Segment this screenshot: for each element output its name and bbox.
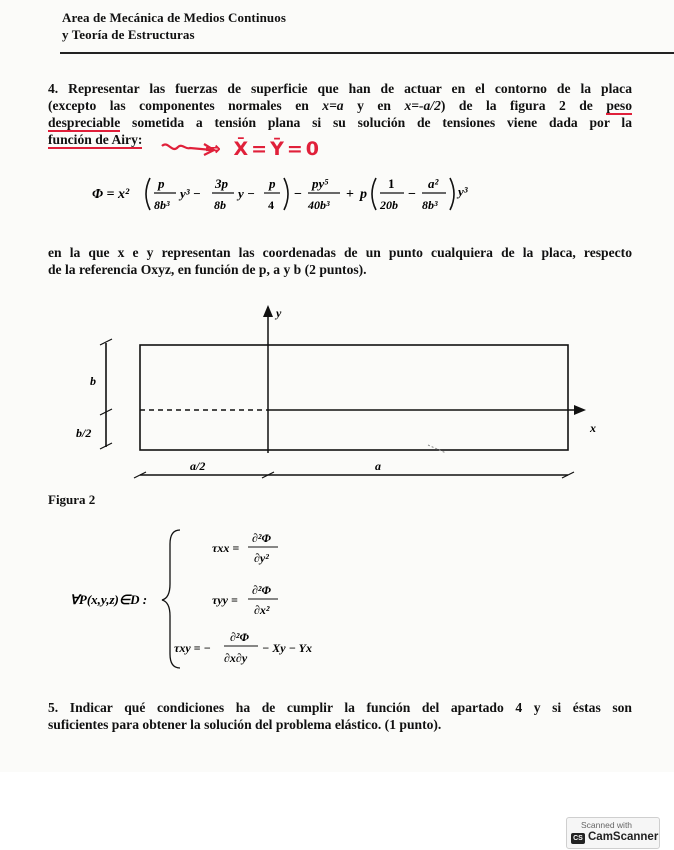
svg-text:p: p — [269, 176, 276, 191]
peso-underlined: peso — [606, 98, 633, 113]
y-axis-arrow-icon — [263, 305, 273, 317]
problem-4-description-line-1: en la que x e y representan las coordenadas de un punto cualquiera de la placa, respecto — [48, 245, 632, 260]
problem-5-line-1: 5. Indicar qué condiciones ha de cumplir la función del apartado 4 y si éstas son — [48, 700, 632, 715]
problem-4-line-2: (excepto las componentes normales en x=a y en x=-a/2) de la figura 2 de peso — [48, 98, 633, 113]
svg-text:−: − — [408, 187, 416, 202]
x-axis-label: x — [590, 421, 596, 435]
dimension-b-label: b — [90, 374, 96, 388]
domain-label: ∀P(x,y,z)∈D : — [70, 592, 148, 607]
svg-text:p: p — [158, 176, 165, 191]
y-axis-label: y — [276, 306, 282, 320]
svg-text:∂y²: ∂y² — [254, 551, 269, 565]
handwritten-annotation: ⇒ X̄=Ȳ=0 — [205, 138, 323, 160]
svg-text:a²: a² — [428, 176, 439, 191]
airy-function-equation — [92, 166, 562, 222]
svg-text:∂x²: ∂x² — [254, 603, 270, 617]
svg-text:8b: 8b — [214, 198, 226, 212]
svg-text:∂²Φ: ∂²Φ — [252, 531, 271, 545]
header-line-2: y Teoría de Estructuras — [62, 27, 195, 42]
figure-caption: Figura 2 — [48, 492, 96, 507]
svg-text:− Xy − Yx: − Xy − Yx — [262, 641, 312, 655]
svg-text:∂x∂y: ∂x∂y — [224, 651, 248, 665]
svg-text:p: p — [360, 187, 367, 202]
camscanner-logo-icon: CS — [571, 833, 585, 844]
svg-text:1: 1 — [388, 176, 395, 191]
figure-2-plate-diagram — [70, 295, 610, 495]
svg-text:4: 4 — [268, 198, 274, 212]
problem-4-description-line-2: de la referencia Oxyz, en función de p, a y b (2 puntos). — [48, 262, 367, 277]
scanned-with-text: Scanned with — [581, 820, 633, 830]
problem-4-line-3: despreciable sometida a tensión plana si su solución de tensiones viene dada por la — [48, 115, 632, 130]
svg-text:τxx =: τxx = — [212, 541, 240, 555]
svg-text:y³: y³ — [458, 184, 468, 199]
dimension-a-label: a — [375, 459, 381, 473]
problem-4-line-1: 4. Representar las fuerzas de superficie que han de actuar en el contorno de la placa — [48, 81, 632, 96]
plate-rectangle — [140, 345, 568, 450]
airy-lhs: Φ = x² — [92, 187, 130, 202]
despreciable-underlined: despreciable — [48, 115, 121, 130]
problem-4-line-4: función de Airy: — [48, 132, 143, 147]
svg-text:∂²Φ: ∂²Φ — [252, 583, 271, 597]
svg-text:τxy = −: τxy = − — [174, 641, 211, 655]
svg-text:py⁵: py⁵ — [312, 176, 329, 191]
x-axis-arrow-icon — [574, 405, 586, 415]
svg-text:40b³: 40b³ — [308, 198, 330, 212]
svg-text:8b³: 8b³ — [422, 198, 438, 212]
svg-text:∂²Φ: ∂²Φ — [230, 630, 249, 644]
camscanner-watermark — [566, 817, 660, 849]
stress-system — [70, 522, 410, 672]
svg-text:y³ −: y³ − — [180, 186, 201, 201]
header-rule — [60, 52, 674, 54]
problem-5-line-2: suficientes para obtener la solución del problema elástico. (1 punto). — [48, 717, 442, 732]
camscanner-name: CamScanner — [588, 831, 659, 843]
svg-text:y −: y − — [238, 186, 255, 201]
svg-text:−: − — [294, 187, 302, 202]
svg-text:+: + — [346, 187, 354, 202]
svg-text:20b: 20b — [380, 198, 398, 212]
svg-text:τyy =: τyy = — [212, 593, 238, 607]
header-line-1: Area de Mecánica de Medios Continuos — [62, 10, 286, 25]
svg-text:3p: 3p — [215, 176, 228, 191]
dimension-b2-label: b/2 — [76, 426, 92, 440]
dimension-a2-label: a/2 — [190, 459, 206, 473]
svg-text:8b³: 8b³ — [154, 198, 170, 212]
